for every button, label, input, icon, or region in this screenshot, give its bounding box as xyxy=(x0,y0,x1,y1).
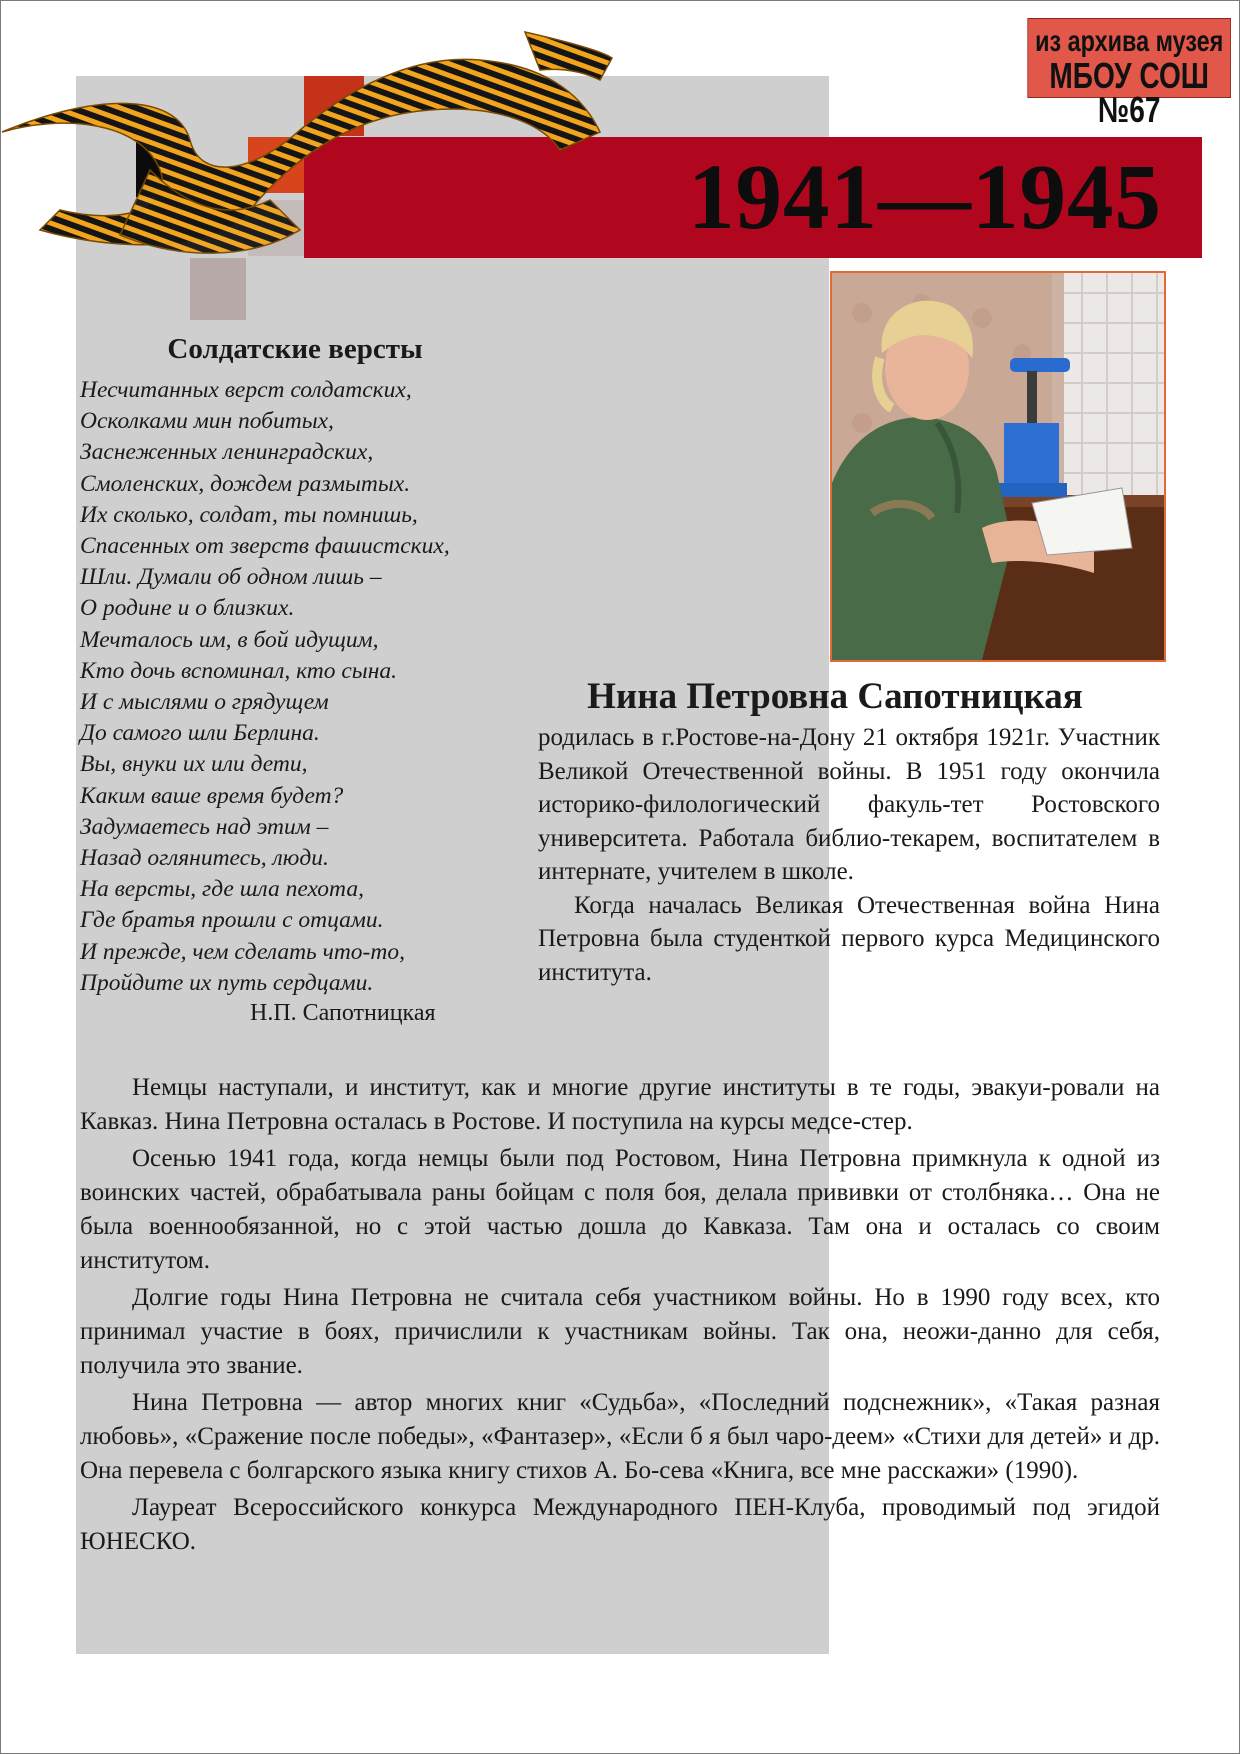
poem-title: Солдатские версты xyxy=(167,333,423,365)
poem-line: И с мыслями о грядущем xyxy=(80,689,329,716)
poem-author: Н.П. Сапотницкая xyxy=(250,1000,436,1026)
article-paragraph: Немцы наступали, и институт, как и многие другие институты в те годы, эвакуи-ровали на Кавказ. Нина Петровна осталась в Ростове. И поступила на курсы медсе-стер. xyxy=(80,1074,1160,1135)
portrait-photo xyxy=(830,271,1166,662)
poem-line: Их сколько, солдат, ты помнишь, xyxy=(80,501,418,528)
st-george-ribbon-icon xyxy=(0,20,620,280)
poem-line: До самого шли Берлина. xyxy=(80,720,320,747)
archive-stamp xyxy=(1027,18,1231,130)
poem-line: Заснеженных ленинградских, xyxy=(80,439,374,466)
person-name: Нина Петровна Сапотницкая xyxy=(587,676,1083,717)
poem-line: И прежде, чем сделать что-то, xyxy=(80,938,405,965)
poem-line: Каким ваше время будет? xyxy=(80,782,344,809)
poem-line: Спасенных от зверств фашистских, xyxy=(80,533,450,560)
poem-text xyxy=(80,375,520,999)
bio-paragraph: Когда началась Великая Отечественная война Нина Петровна была студенткой первого курса Медицинского института. xyxy=(538,891,1160,986)
article-paragraph: Осенью 1941 года, когда немцы были под Ростовом, Нина Петровна примкнула к одной из воинских частей, обрабатывала раны бойцам с поля боя, делала прививки от столбняка… Она не была военнообязанной, но с этой частью дошла до Кавказа. Там она и осталась со своим институтом. xyxy=(80,1145,1160,1274)
poem-line: Вы, внуки их или дети, xyxy=(80,751,308,778)
poem-line: На версты, где шла пехота, xyxy=(80,876,364,903)
poem-line: Задумаетесь над этим – xyxy=(80,813,329,840)
poem-line: О родине и о близких. xyxy=(80,595,295,622)
article-body xyxy=(80,1071,1160,1562)
article-paragraph: Лауреат Всероссийского конкурса Международного ПЕН-Клуба, проводимый под эгидой ЮНЕСКО. xyxy=(80,1494,1160,1555)
stamp-line-1: из архива музея xyxy=(1035,25,1224,58)
poem-line: Смоленских, дождем размытых. xyxy=(80,470,411,497)
article-paragraph: Долгие годы Нина Петровна не считала себя участником войны. Но в 1990 году всех, кто принимал участие в боях, причислили к участникам войны. Так она, неожи-данно для себя, получила это звание. xyxy=(80,1284,1160,1379)
stamp-line-2: МБОУ СОШ №67 xyxy=(1049,55,1210,130)
poem-line: Где братья прошли с отцами. xyxy=(80,907,384,934)
years-title: 1941—1945 xyxy=(688,146,1162,249)
poem-line: Шли. Думали об одном лишь – xyxy=(80,564,382,591)
poem-line: Осколками мин побитых, xyxy=(80,408,334,435)
bio-text xyxy=(538,721,1160,989)
article-paragraph: Нина Петровна — автор многих книг «Судьба», «Последний подснежник», «Такая разная любовь», «Сражение после победы», «Фантазер», «Если б я был чаро-деем» «Стихи для детей» и др. Она перевела с болгарского языка книгу стихов А. Бо-сева «Книга, все мне расскажи» (1990). xyxy=(80,1389,1160,1484)
poem-line: Несчитанных верст солдатских, xyxy=(80,377,412,403)
poem-line: Кто дочь вспоминал, кто сына. xyxy=(80,657,397,684)
poem-line: Назад оглянитесь, люди. xyxy=(80,845,329,872)
poem-line: Пройдите их путь сердцами. xyxy=(80,969,374,996)
bio-paragraph: родилась в г.Ростове-на-Дону 21 октября 1921г. Участник Великой Отечественной войны. В 1951 году окончила историко-филологический факуль-тет Ростовского университета. Работала библио-текарем, воспитателем в интернате, учителем в школе. xyxy=(538,724,1160,885)
poem-line: Мечталось им, в бой идущим, xyxy=(80,626,379,653)
